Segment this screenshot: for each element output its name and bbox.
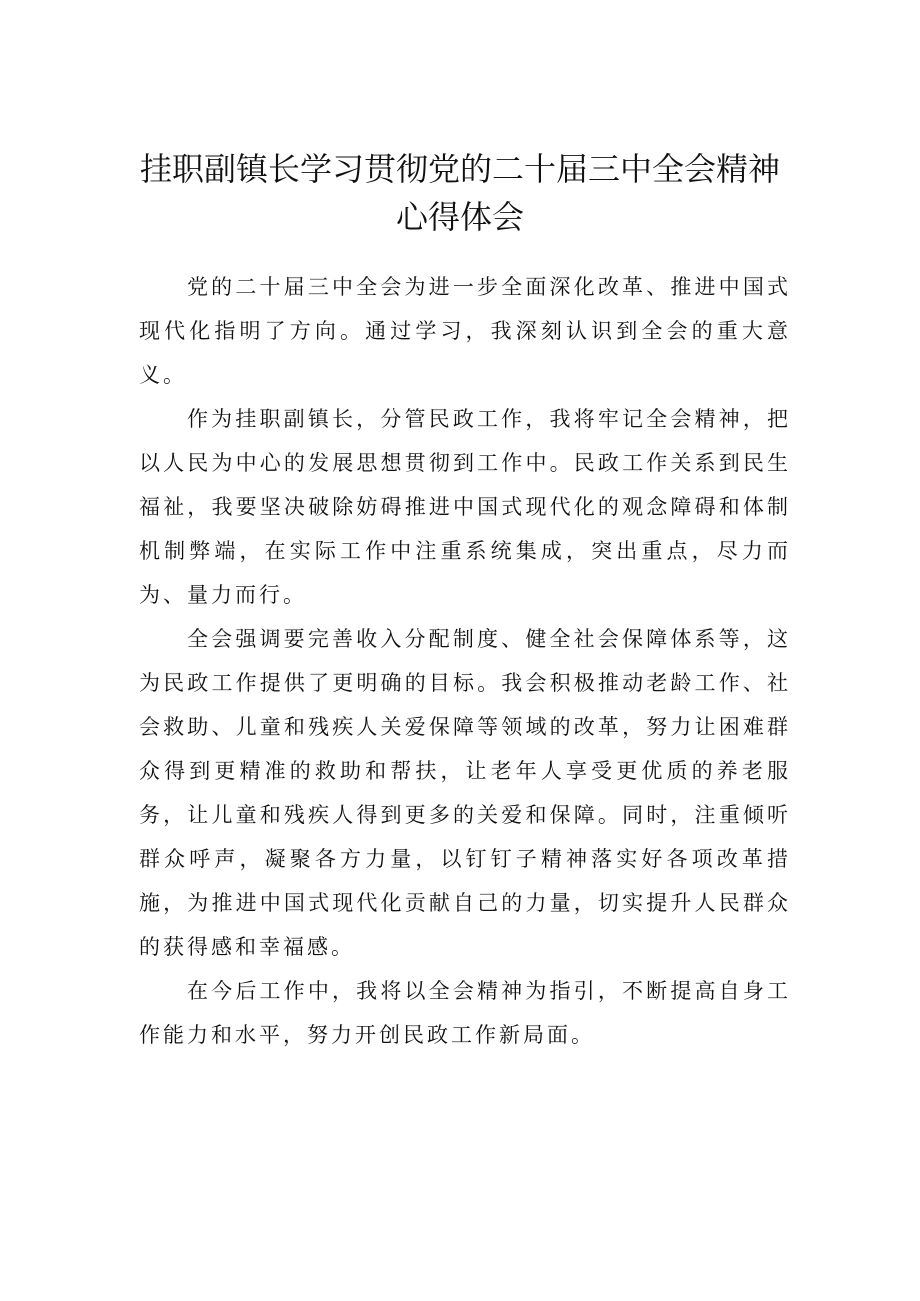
paragraph-2: 作为挂职副镇长，分管民政工作，我将牢记全会精神，把以人民为中心的发展思想贯彻到工作中。民政工作关系到民生福祉，我要坚决破除妨碍推进中国式现代化的观念障碍和体制机制弊端，在实际工作中注重系统集成，突出重点，尽力而为、量力而行。 <box>139 407 791 607</box>
paragraph-3: 全会强调要完善收入分配制度、健全社会保障体系等，这为民政工作提供了更明确的目标。我会积极推动老龄工作、社会救助、儿童和残疾人关爱保障等领域的改革，努力让困难群众得到更精准的救助和帮扶，让老年人享受更优质的养老服务，让儿童和残疾人得到更多的关爱和保障。同时，注重倾听群众呼声，凝聚各方力量，以钉钉子精神落实好各项改革措施，为推进中国式现代化贡献自己的力量，切实提升人民群众的获得感和幸福感。 <box>139 627 791 959</box>
document-body <box>139 265 791 1057</box>
document-title <box>120 145 800 241</box>
title-line-2: 心得体会 <box>395 198 524 236</box>
paragraph-1: 党的二十届三中全会为进一步全面深化改革、推进中国式现代化指明了方向。通过学习，我深刻认识到全会的重大意义。 <box>139 275 791 387</box>
paragraph-4: 在今后工作中，我将以全会精神为指引，不断提高自身工作能力和水平，努力开创民政工作新局面。 <box>139 979 791 1047</box>
title-line-1: 挂职副镇长学习贯彻党的二十届三中全会精神 <box>139 150 780 188</box>
